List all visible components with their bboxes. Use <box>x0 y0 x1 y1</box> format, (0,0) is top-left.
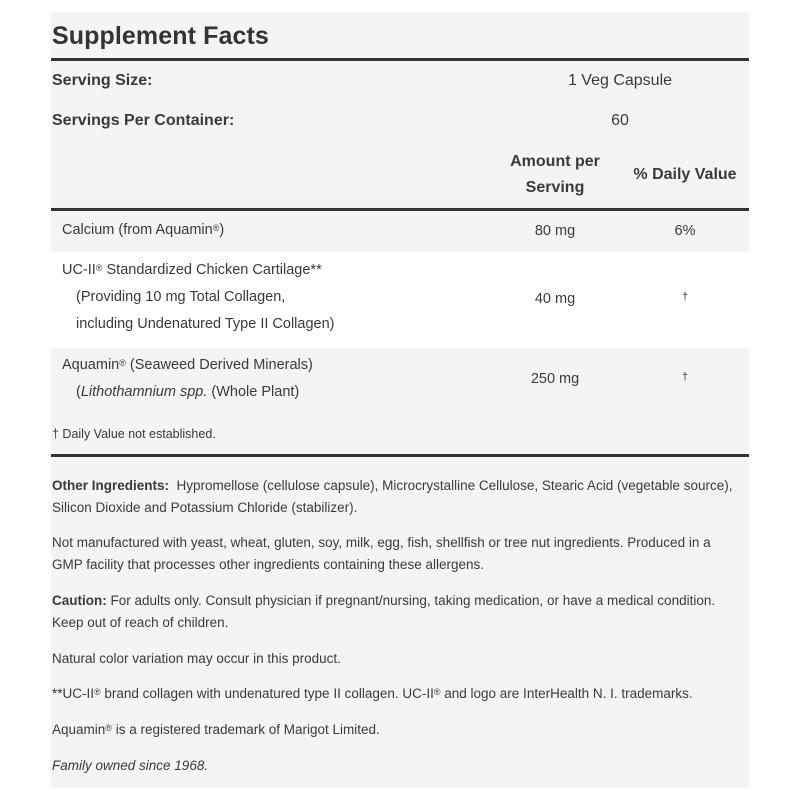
amount-aquamin: 250 mg <box>530 371 580 387</box>
other-ingredients: Other Ingredients: Hypromellose (cellulose capsule), Microcrystalline Cellulose, Stearic Acid (vegetable source), Silicon Dioxide and Potassium Chloride (stabilizer). <box>52 478 733 515</box>
daily-value-aquamin: † <box>681 371 689 383</box>
color-variation-note: Natural color variation may occur in this product. <box>52 651 341 666</box>
title-divider <box>51 58 749 61</box>
header-divider <box>51 208 749 211</box>
nutrient-name-ucii: UC-II® Standardized Chicken Cartilage** (Providing 10 mg Total Collagen, including Undenatured Type II Collagen) <box>62 262 335 332</box>
ingredients-divider <box>51 454 749 457</box>
nutrient-name-calcium: Calcium (from Aquamin®) <box>62 222 225 238</box>
allergen-statement: Not manufactured with yeast, wheat, gluten, soy, milk, egg, fish, shellfish or tree nut ingredients. Produced in a GMP facility that processes other ingredients containing these allergens. <box>52 535 711 572</box>
daily-value-calcium: 6% <box>674 223 696 239</box>
daily-value-header: % Daily Value <box>633 166 737 183</box>
amount-per-serving-header: Amount per Serving <box>510 153 600 196</box>
aquamin-trademark-note: Aquamin® is a registered trademark of Marigot Limited. <box>52 722 380 737</box>
caution-statement: Caution: For adults only. Consult physician if pregnant/nursing, taking medication, or have a medical condition. Keep out of reach of children. <box>52 593 716 630</box>
servings-per-container-label: Servings Per Container: <box>52 112 235 129</box>
family-owned-note: Family owned since 1968. <box>52 758 209 773</box>
ucii-trademark-note: **UC-II® brand collagen with undenatured type II collagen. UC-II® and logo are InterHealth N. I. trademarks. <box>52 686 693 701</box>
panel-title: Supplement Facts <box>52 22 269 50</box>
serving-size-label: Serving Size: <box>52 72 153 89</box>
nutrient-name-aquamin: Aquamin® (Seaweed Derived Minerals) (Lithothamnium spp. (Whole Plant) <box>62 357 313 400</box>
daily-value-footnote: † Daily Value not established. <box>52 427 216 441</box>
amount-calcium: 80 mg <box>534 223 576 239</box>
serving-size-value: 1 Veg Capsule <box>567 72 673 89</box>
servings-per-container-value: 60 <box>611 112 629 129</box>
daily-value-ucii: † <box>681 291 689 303</box>
amount-ucii: 40 mg <box>534 291 576 307</box>
